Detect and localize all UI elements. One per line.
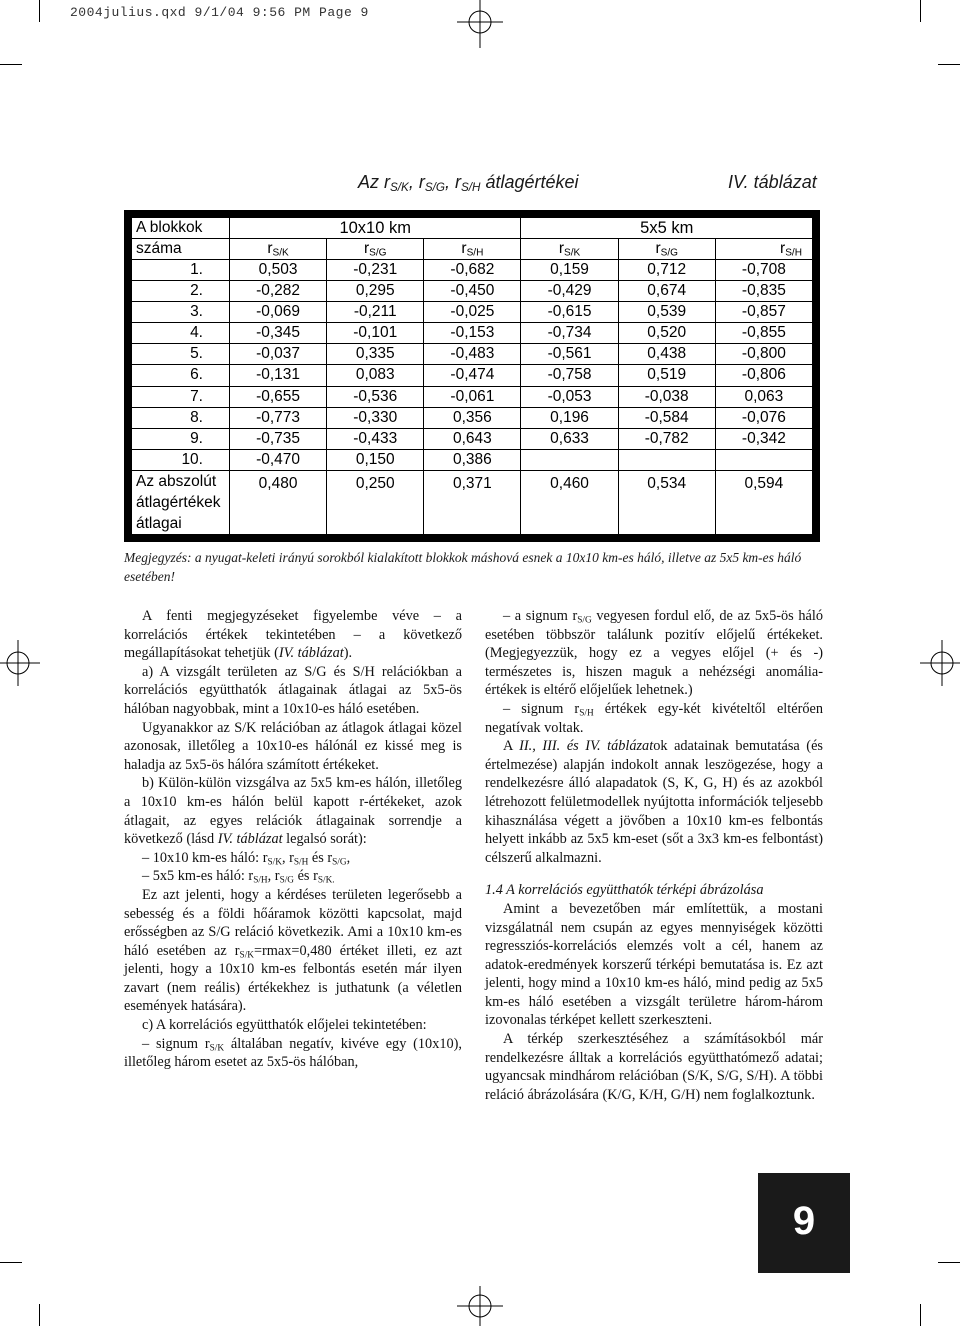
table-cell: -0,758: [521, 365, 618, 386]
table-cell: -0,474: [424, 365, 521, 386]
table-cell: -0,470: [230, 449, 327, 470]
average-row-label: Az abszolút átlagértékek átlagai: [132, 470, 230, 534]
crop-mark: [0, 1262, 22, 1263]
crop-mark: [0, 64, 22, 65]
paragraph: – a signum $r_{S/G}$ vegyesen fordul elő, de az 5x5-ös háló esetében többször találunk pozitív előjelű értékeket. (Megjegyezzük, hogy ez a vegyes előjel (+ és -) természetes is, hiszen maguk a nehézségi anomália-értékek is eltérő előjelűek lehetnek.): [485, 608, 823, 699]
crop-mark: [938, 64, 960, 65]
table-row: [132, 386, 813, 407]
table-cell: 0,674: [618, 281, 715, 302]
left-column: [124, 607, 462, 1072]
table-cell: -0,708: [715, 260, 812, 281]
page-number-box: [758, 1173, 850, 1273]
column-header: $r_{S/G}$: [618, 239, 715, 260]
table-cell: [618, 449, 715, 470]
crop-mark: [39, 0, 40, 22]
column-header: $r_{S/K}$: [230, 239, 327, 260]
table-row: [132, 323, 813, 344]
table-row: [132, 449, 813, 470]
table-row: [132, 428, 813, 449]
paragraph: – signum $r_{S/H}$ értékek egy-két kivételtől eltérően negatívak voltak.: [485, 700, 823, 736]
row-label: 6.: [132, 365, 230, 386]
table-cell: 0,335: [327, 344, 424, 365]
average-cell: 0,460: [521, 470, 618, 534]
table-cell: 0,712: [618, 260, 715, 281]
corner-header-line1: A blokkok: [132, 218, 230, 239]
table-cell: 0,295: [327, 281, 424, 302]
list-item: – 10x10 km-es háló: $r_{S/K}$, $r_{S/H}$ és $r_{S/G}$,: [142, 849, 351, 868]
right-column: [485, 607, 823, 1104]
table-cell: 0,438: [618, 344, 715, 365]
table-cell: -0,682: [424, 260, 521, 281]
table-cell: 0,519: [618, 365, 715, 386]
average-cell: 0,250: [327, 470, 424, 534]
column-header: $r_{S/G}$: [327, 239, 424, 260]
crop-mark: [920, 1304, 921, 1326]
table-cell: 0,150: [327, 449, 424, 470]
table-cell: -0,231: [327, 260, 424, 281]
table-body: [132, 260, 813, 471]
group-header-10x10: 10x10 km: [230, 218, 521, 239]
table-row: [132, 281, 813, 302]
table-cell: [521, 449, 618, 470]
paragraph: A II., III. és IV. táblázatok adatainak bemutatása (és értelmezése) alapján indokolt annak leszögezése, hogy a rendelkezésre álló alapadatok (S, K, G, H) és az azokból létrehozott felületmodellek nyújtotta információk teljesebb kihasználása végett a jövőben a 10x10 km-es felbontás helyett inkább az 5x5 km-eset (sőt a 3x3 km-es felbontást) célszerű alkalmazni.: [485, 738, 823, 866]
paragraph: – signum $r_{S/K}$ általában negatív, kivéve egy (10x10), illetőleg három esetet az 5x5-ös hálóban,: [124, 1035, 462, 1071]
table-cell: -0,655: [230, 386, 327, 407]
row-label: 1.: [132, 260, 230, 281]
row-label: 9.: [132, 428, 230, 449]
table-note: Megjegyzés: a nyugat-keleti irányú sorokból kialakított blokkok máshová esnek a 10x10 km-es háló, illetve az 5x5 km-es háló esetében!: [124, 550, 802, 584]
table-cell: -0,037: [230, 344, 327, 365]
table-cell: -0,131: [230, 365, 327, 386]
table-cell: -0,450: [424, 281, 521, 302]
table-cell: 0,386: [424, 449, 521, 470]
paragraph: a) A vizsgált területen az S/G és S/H relációkban a korrelációs együtthatók átlagainak átlagai az 5x5-ös hálóban nagyobbak, mint a 10x10-es háló esetében.: [124, 663, 462, 717]
table-cell: -0,061: [424, 386, 521, 407]
table-cell: 0,503: [230, 260, 327, 281]
average-cell: 0,371: [424, 470, 521, 534]
table-cell: -0,782: [618, 428, 715, 449]
table-row: [132, 407, 813, 428]
crop-mark: [938, 1262, 960, 1263]
table-cell: 0,520: [618, 323, 715, 344]
table-cell: 0,643: [424, 428, 521, 449]
corner-header-line2: száma: [132, 239, 230, 260]
row-label: 2.: [132, 281, 230, 302]
table-cell: -0,806: [715, 365, 812, 386]
paragraph: b) Külön-külön vizsgálva az 5x5 km-es hálón, illetőleg a 10x10 km-es hálón belül kapott r-értékeket, azok átlagait, az egyes relációk átlagainak sorrendje a következő (lásd IV. táblázat legalsó sorát):: [124, 775, 462, 848]
row-label: 10.: [132, 449, 230, 470]
row-label: 3.: [132, 302, 230, 323]
table-cell: -0,282: [230, 281, 327, 302]
table-cell: -0,433: [327, 428, 424, 449]
average-cell: 0,480: [230, 470, 327, 534]
print-slug: 2004julius.qxd 9/1/04 9:56 PM Page 9: [70, 5, 369, 20]
average-row: [132, 470, 813, 534]
table-cell: -0,857: [715, 302, 812, 323]
correlation-table-frame: [124, 210, 820, 542]
table-cell: 0,356: [424, 407, 521, 428]
column-header: $r_{S/H}$: [715, 239, 812, 260]
paragraph: A térkép szerkesztéséhez a számításokból már rendelkezésre álltak a korrelációs együtthatómező adatai; ugyancsak mindhárom relációban (S/K, S/G, S/H). A többi reláció ábrázolására (K/G, K/H, G/H) nem foglalkoztunk.: [485, 1031, 823, 1103]
table-cell: 0,196: [521, 407, 618, 428]
table-cell: [715, 449, 812, 470]
table-cell: -0,211: [327, 302, 424, 323]
table-cell: -0,038: [618, 386, 715, 407]
table-cell: -0,735: [230, 428, 327, 449]
table-cell: 0,539: [618, 302, 715, 323]
table-cell: 0,159: [521, 260, 618, 281]
table-cell: -0,584: [618, 407, 715, 428]
average-cell: 0,534: [618, 470, 715, 534]
table-row: [132, 365, 813, 386]
paragraph: A fenti megjegyzéseket figyelembe véve – a korrelációs értékek tekintetében – a következő megállapításokat tehetjük (IV. táblázat).: [124, 608, 462, 662]
list-item: – 5x5 km-es háló: $r_{S/H}$, $r_{S/G}$ és $r_{S/K.}$: [142, 868, 335, 886]
correlation-table: [131, 217, 813, 535]
registration-mark-left-icon: [0, 638, 40, 688]
table-cell: -0,734: [521, 323, 618, 344]
crop-mark: [920, 0, 921, 22]
column-header: $r_{S/K}$: [521, 239, 618, 260]
row-label: 4.: [132, 323, 230, 344]
column-header: $r_{S/H}$: [424, 239, 521, 260]
table-cell: -0,053: [521, 386, 618, 407]
table-cell: -0,101: [327, 323, 424, 344]
table-cell: -0,345: [230, 323, 327, 344]
row-label: 7.: [132, 386, 230, 407]
table-cell: 0,633: [521, 428, 618, 449]
table-row: [132, 344, 813, 365]
registration-mark-bottom-icon: [455, 1286, 505, 1326]
paragraph: c) A korrelációs együtthatók előjelei tekintetében:: [142, 1017, 427, 1034]
crop-mark: [39, 1304, 40, 1326]
table-cell: 0,063: [715, 386, 812, 407]
table-number: IV. táblázat: [728, 172, 817, 192]
page-number: 9: [792, 1199, 816, 1243]
row-label: 8.: [132, 407, 230, 428]
group-header-5x5: 5x5 km: [521, 218, 813, 239]
paragraph: Ez azt jelenti, hogy a kérdéses területen legerősebb a sebesség és a földi hőáramok közötti kapcsolat, majd erősségben az S/G reláció következik. Ami a 10x10 km-es háló esetében az $r_{S/K}=rmax=0,480$ értéket illeti, ez azt jelenti, hogy a 10x10 km-es felbontás esetén már ilyen zavart (nem reális) értékekhez is juthatunk (a véletlen események hatására).: [124, 886, 462, 1015]
table-cell: -0,561: [521, 344, 618, 365]
average-cell: 0,594: [715, 470, 812, 534]
table-row: [132, 260, 813, 281]
registration-mark-right-icon: [920, 638, 960, 688]
table-cell: -0,855: [715, 323, 812, 344]
table-cell: -0,076: [715, 407, 812, 428]
table-cell: -0,835: [715, 281, 812, 302]
table-cell: -0,773: [230, 407, 327, 428]
table-cell: -0,429: [521, 281, 618, 302]
table-cell: -0,615: [521, 302, 618, 323]
table-row: [132, 302, 813, 323]
registration-mark-top-icon: [455, 0, 505, 50]
table-cell: -0,069: [230, 302, 327, 323]
table-title: Az $r_{S/K}$, $r_{S/G}$, $r_{S/H}$ átlagértékei: [358, 172, 579, 194]
table-cell: -0,800: [715, 344, 812, 365]
table-cell: -0,025: [424, 302, 521, 323]
row-label: 5.: [132, 344, 230, 365]
table-cell: -0,536: [327, 386, 424, 407]
table-cell: 0,083: [327, 365, 424, 386]
paragraph: Amint a bevezetőben már említettük, a mostani vizsgálatnál nem csupán az egyes mennyiségek közötti regressziós-korrelációs elemzés volt a cél, hanem az adatok-eredmények korszerű térképi bemutatása is. Ez azt jelenti, hogy mind a 10x10 km-es háló, mind pedig az 5x5 km-es háló esetében a vizsgált területre három-három izovonalas térképet kellett szerkeszteni.: [485, 900, 823, 1029]
column-header-row: [132, 239, 813, 260]
table-cell: -0,483: [424, 344, 521, 365]
paragraph: Ugyanakkor az S/K relációban az átlagok átlagai közel azonosak, illetőleg a 10x10-es hálónál ez kissé meg is haladja az 5x5-ös hálóra számított értékeket.: [124, 719, 462, 773]
section-heading: 1.4 A korrelációs együtthatók térképi ábrázolása: [485, 882, 764, 899]
table-cell: -0,330: [327, 407, 424, 428]
table-cell: -0,342: [715, 428, 812, 449]
table-cell: -0,153: [424, 323, 521, 344]
